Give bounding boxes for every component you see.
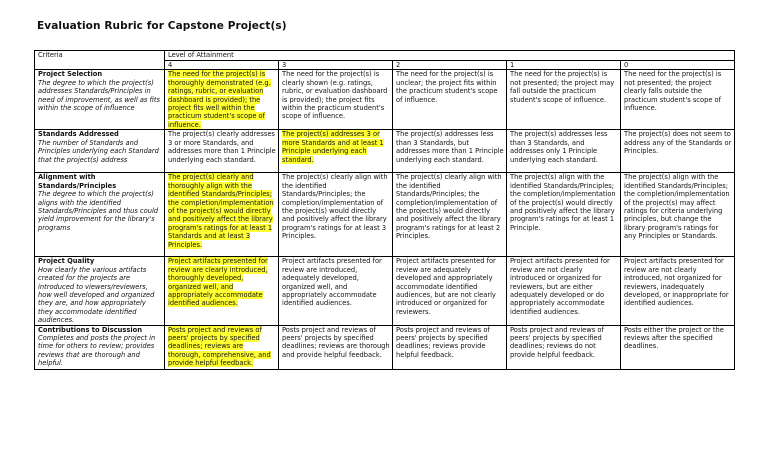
level-description: The project(s) clearly and thoroughly align with the identified Standards/Principles; the completion/implementation of the project(s) would directly and positively affect the library program's ratings for at least 1 Standards and at least 3 Principles. [168, 173, 274, 249]
rubric-table [34, 50, 735, 370]
rubric-row-project-selection [35, 70, 735, 130]
level-4-cell [165, 70, 279, 130]
criterion-description: The degree to which the project(s) addresses Standards/Principles in need of improvement, as well as fits within the scope of influence [38, 78, 160, 113]
level-description: The project(s) addresses less than 3 Standards, and addresses only 1 Principle underlying each standard. [510, 130, 608, 164]
level-0-cell [621, 325, 735, 369]
level-description: The project(s) clearly align with the identified Standards/Principles; the completion/implementation of the project(s) would directly and positively affect the library program's ratings for at least 2 Principles. [396, 173, 502, 241]
level-3-cell [279, 130, 393, 173]
criterion-name: Contributions to Discussion [38, 325, 143, 334]
criterion-description: The number of Standards and Principles underlying each Standard that the project(s) address [38, 138, 159, 164]
rubric-row-alignment [35, 173, 735, 257]
level-2-header: 2 [393, 61, 507, 70]
level-2-cell [393, 173, 507, 257]
level-4-cell [165, 173, 279, 257]
criterion-cell [35, 257, 165, 325]
criterion-name: Standards Addressed [38, 130, 119, 139]
level-4-cell [165, 130, 279, 173]
level-1-header: 1 [507, 61, 621, 70]
level-description: The project(s) clearly align with the identified Standards/Principles; the completion/implementation of the project(s) would directly and positively affect the library program's ratings for at least 3 Principles. [282, 173, 388, 241]
level-4-cell [165, 257, 279, 325]
level-1-cell [507, 173, 621, 257]
level-description: The project(s) align with the identified Standards/Principles; the completion/implementation of the project(s) would directly and positively affect the library program's ratings for at least 1 Principle. [510, 173, 616, 232]
criterion-cell [35, 173, 165, 257]
criteria-header: Criteria [35, 51, 165, 70]
level-1-cell [507, 325, 621, 369]
rubric-row-contributions [35, 325, 735, 369]
document-title: Evaluation Rubric for Capstone Project(s) [37, 20, 287, 32]
level-1-cell [507, 257, 621, 325]
level-description: Project artifacts presented for review are adequately developed and appropriately accommodate identified audiences, but are not clearly introduced or organized for reviewers. [396, 257, 496, 316]
level-description: Posts either the project or the reviews after the specified deadlines. [624, 325, 724, 351]
level-3-cell [279, 70, 393, 130]
criterion-name: Project Selection [38, 70, 103, 79]
level-description: The project(s) does not seem to address any of the Standards or Principles. [624, 130, 732, 156]
rubric-row-standards-addressed [35, 130, 735, 173]
level-4-cell [165, 325, 279, 369]
level-description: The need for the project(s) is not presented; the project clearly falls outside the practicum student's scope of influence. [624, 70, 722, 113]
level-2-cell [393, 70, 507, 130]
level-description: Project artifacts presented for review are clearly introduced, thoroughly developed, organized well, and appropriately accommodate identified audiences. [168, 257, 268, 308]
level-header: Level of Attainment [165, 51, 735, 61]
level-1-cell [507, 130, 621, 173]
level-description: Project artifacts presented for review are not clearly introduced or organized for reviewers, but are either adequately developed or do appropriately accommodate identified audiences. [510, 257, 610, 316]
level-description: Posts project and reviews of peers' projects by specified deadlines; reviews are thorough and provide helpful feedback. [282, 325, 390, 359]
level-4-header: 4 [165, 61, 279, 70]
criterion-cell [35, 130, 165, 173]
criterion-name: Project Quality [38, 257, 95, 266]
criterion-cell [35, 70, 165, 130]
level-description: The need for the project(s) is clearly shown (e.g. ratings, rubric, or evaluation dashboard is provided); the project fits within the practicum student's scope of influence. [282, 70, 388, 121]
level-description: Posts project and reviews of peers' projects by specified deadlines; reviews do not provide helpful feedback. [510, 325, 604, 359]
criterion-description: Completes and posts the project in time for others to review; provides reviews that are thorough and helpful. [38, 334, 156, 368]
level-3-cell [279, 257, 393, 325]
level-description: The need for the project(s) is not presented; the project may fall outside the practicum student's scope of influence. [510, 70, 615, 104]
criterion-cell [35, 325, 165, 369]
level-description: The project(s) addresses 3 or more Standards and at least 1 Principle underlying each standard. [282, 130, 384, 164]
level-1-cell [507, 70, 621, 130]
level-3-cell [279, 173, 393, 257]
level-description: Project artifacts presented for review are introduced, adequately developed, organized well, and appropriately accommodate identified audiences. [282, 257, 382, 308]
level-description: The project(s) align with the identified Standards/Principles; the completion/implementation of the project(s) may affect ratings for criteria underlying principles, but change the library program's ratings for any Principles or Standards. [624, 173, 730, 241]
level-0-cell [621, 70, 735, 130]
rubric-body [35, 70, 735, 369]
level-description: The need for the project(s) is thoroughly demonstrated (e.g. ratings, rubric, or evaluation dashboard is provided); the project fits well within the practicum student's scope of influence. [168, 70, 271, 129]
level-3-cell [279, 325, 393, 369]
level-description: The need for the project(s) is unclear; the project fits within the practicum student's scope of influence. [396, 70, 498, 104]
level-2-cell [393, 130, 507, 173]
level-description: Project artifacts presented for review are not clearly introduced, not organized for reviewers, inadequately developed, or inappropriate for identified audiences. [624, 257, 729, 308]
criterion-name: Alignment with Standards/Principles [38, 173, 117, 190]
header-row [35, 51, 735, 61]
level-0-cell [621, 130, 735, 173]
level-0-header: 0 [621, 61, 735, 70]
criterion-description: How clearly the various artifacts created for the projects are introduced to viewers/reviewers, how well developed and organized they are, and how appropriately they accommodate identified audiences. [38, 265, 155, 325]
level-0-cell [621, 173, 735, 257]
level-2-cell [393, 257, 507, 325]
level-0-cell [621, 257, 735, 325]
level-description: Posts project and reviews of peers' projects by specified deadlines; reviews are thorough, comprehensive, and provide helpful feedback. [168, 325, 271, 368]
level-description: Posts project and reviews of peers' projects by specified deadlines; reviews provide helpful feedback. [396, 325, 490, 359]
criterion-description: The degree to which the project(s) aligns with the identified Standards/Principles and thus could yield improvement for the library's programs [38, 190, 159, 232]
rubric-row-project-quality [35, 257, 735, 325]
level-2-cell [393, 325, 507, 369]
level-3-header: 3 [279, 61, 393, 70]
level-description: The project(s) addresses less than 3 Standards, but addresses more than 1 Principle underlying each standard. [396, 130, 504, 164]
level-description: The project(s) clearly addresses 3 or more Standards, and addresses more than 1 Principle underlying each standard. [168, 130, 276, 164]
